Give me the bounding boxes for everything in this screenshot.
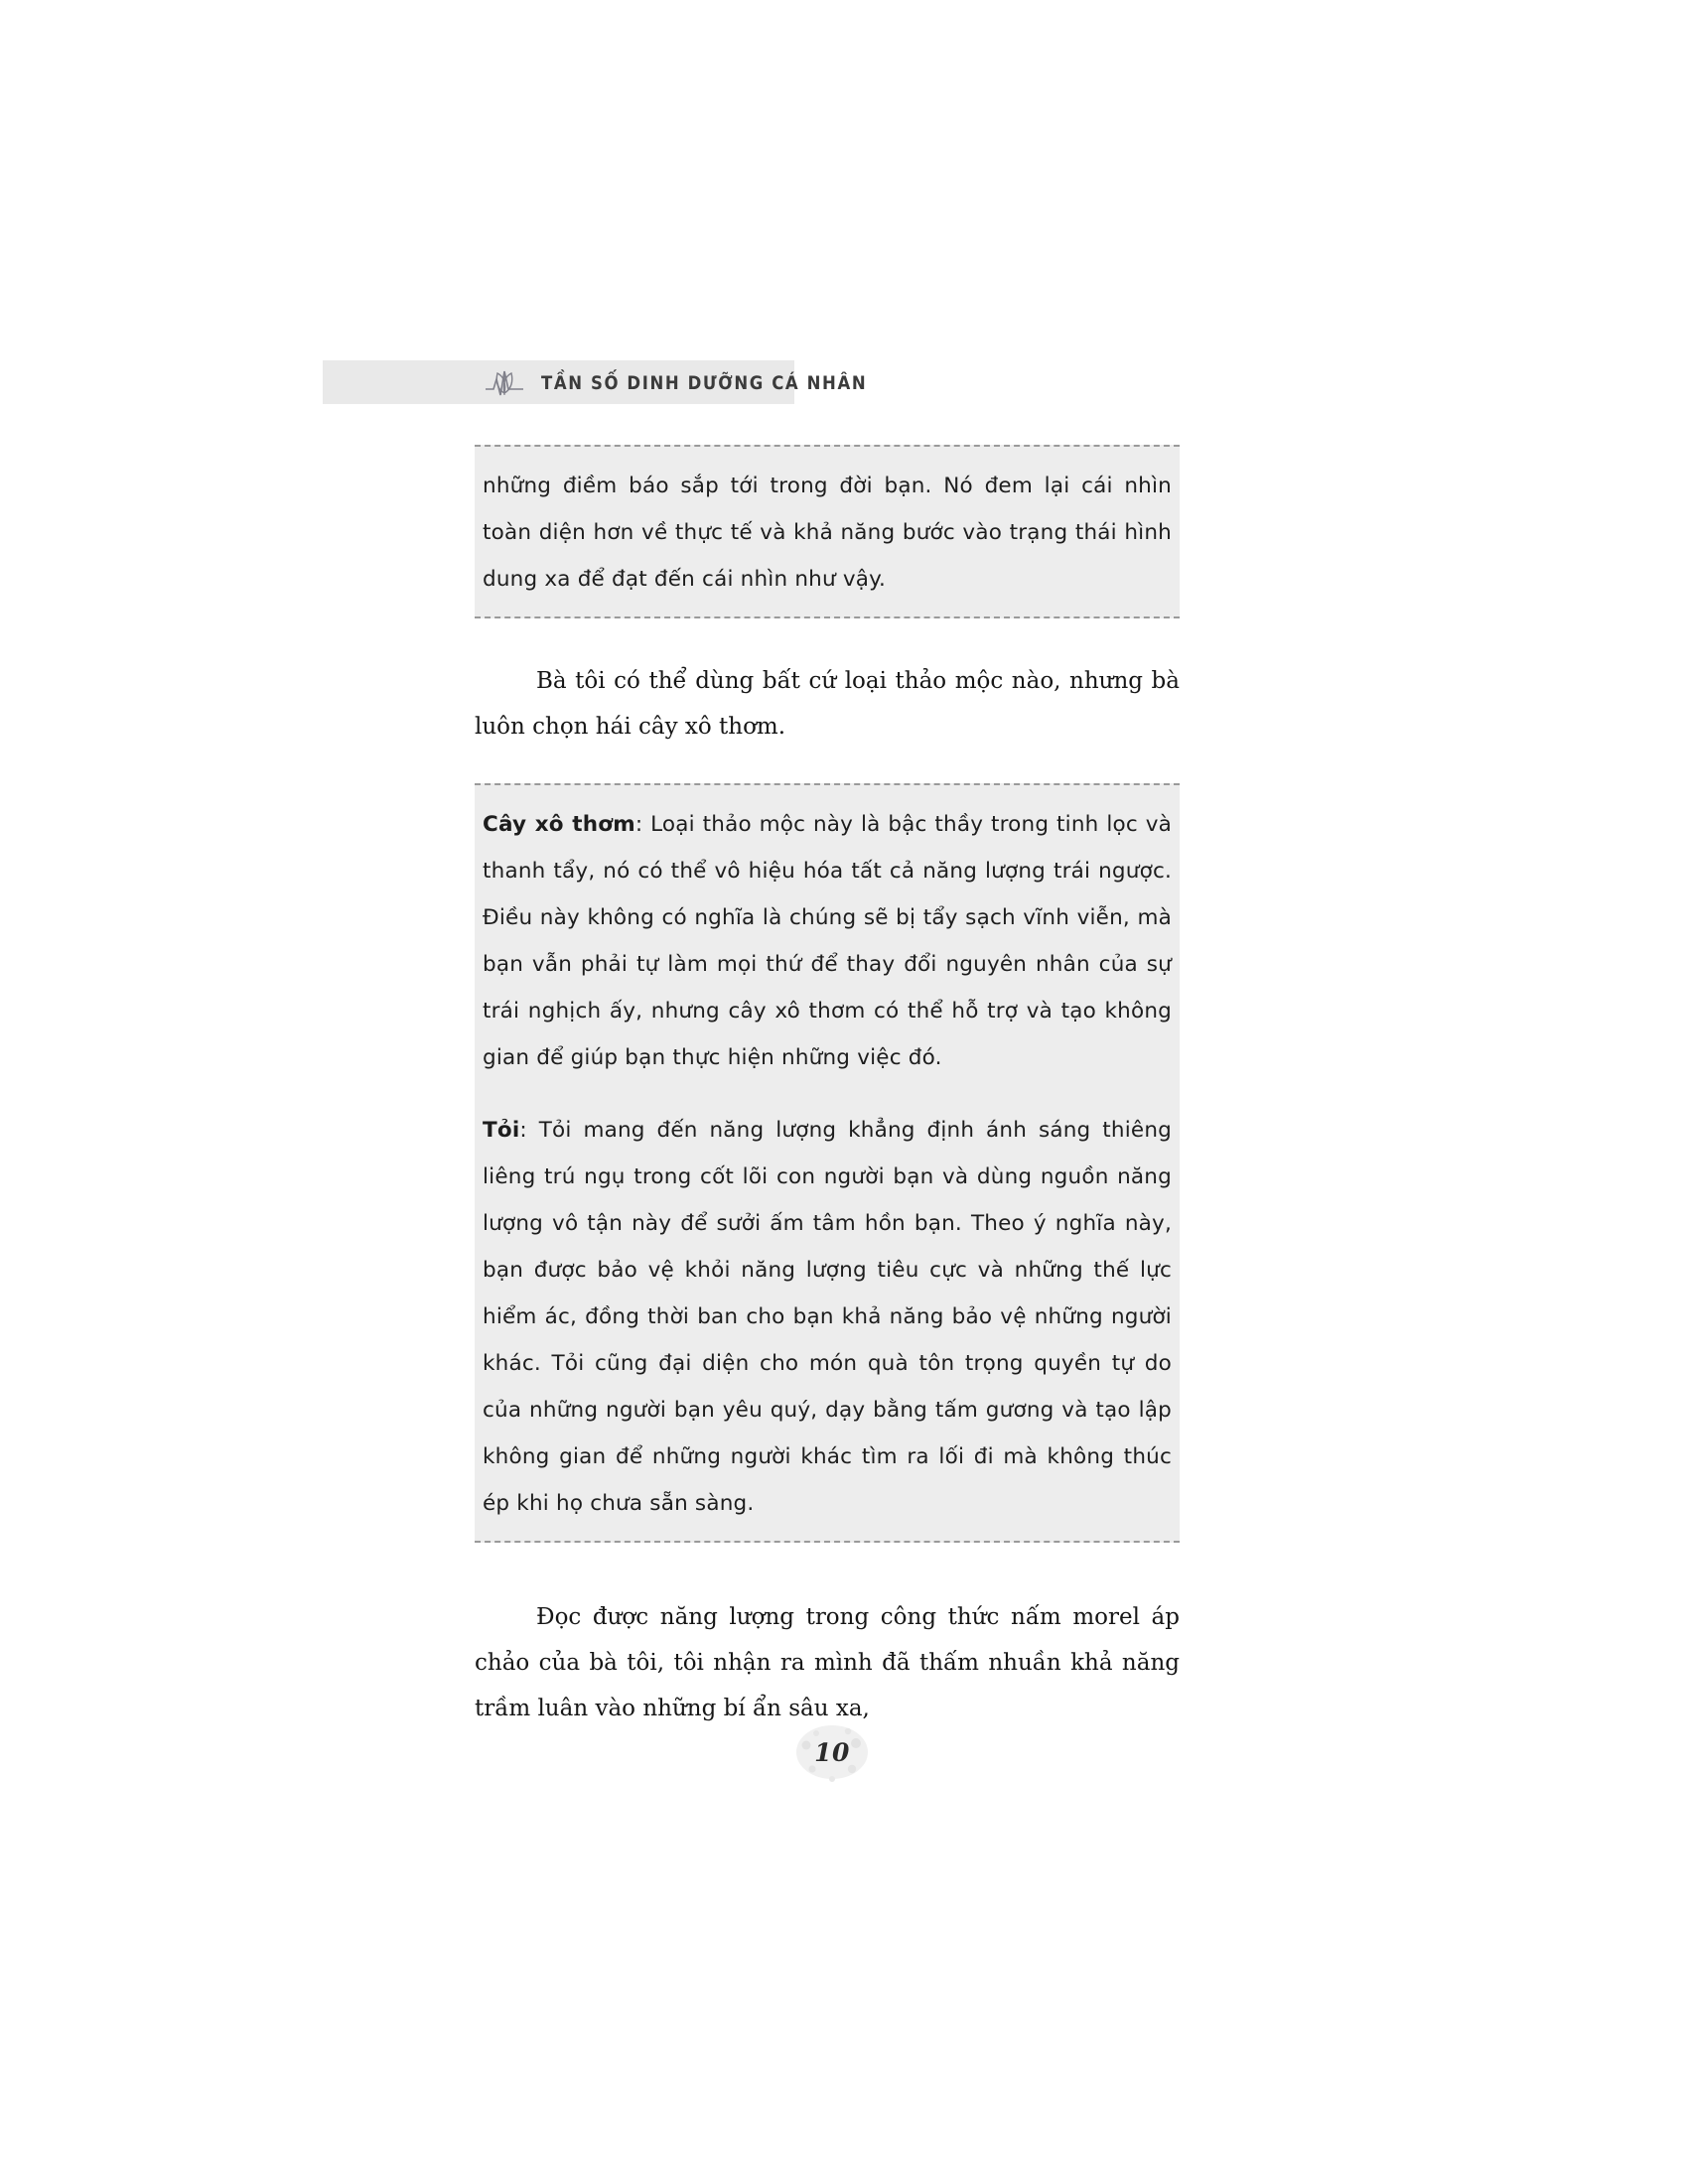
herb-description-sage: : Loại thảo mộc này là bậc thầy trong tinh lọc và thanh tẩy, nó có thể vô hiệu hóa tất cả năng lượng trái ngược. Điều này không có nghĩa là chúng sẽ bị tẩy sạch vĩnh viễn, mà bạn vẫn phải tự làm mọi thứ để thay đổi nguyên nhân của sự trái nghịch ấy, nhưng cây xô thơm có thể hỗ trợ và tạo không gian để giúp bạn thực hiện những việc đó. [483, 812, 1172, 1070]
body-paragraph-1: Bà tôi có thể dùng bất cứ loại thảo mộc nào, nhưng bà luôn chọn hái cây xô thơm. [475, 668, 1180, 740]
callout-block-2 [475, 783, 1180, 1543]
running-header [323, 352, 879, 412]
spacer [475, 750, 1180, 783]
herb-name-garlic: Tỏi [483, 1118, 520, 1143]
callout-1-text: những điềm báo sắp tới trong đời bạn. Nó đem lại cái nhìn toàn diện hơn về thực tế và khả năng bước vào trạng thái hình dung xa để đạt đến cái nhìn như vậy. [483, 474, 1172, 592]
callout-block-1 [475, 445, 1180, 618]
spacer [475, 1549, 1180, 1594]
heartbeat-plant-icon [482, 359, 527, 405]
herb-name-sage: Cây xô thơm [483, 812, 635, 837]
header-title: TẦN SỐ DINH DƯỠNG CÁ NHÂN [541, 371, 868, 393]
callout-2-item-1 [483, 801, 1172, 1081]
herb-description-garlic: : Tỏi mang đến năng lượng khẳng định ánh sáng thiêng liêng trú ngụ trong cốt lõi con người bạn và dùng nguồn năng lượng vô tận này để sưởi ấm tâm hồn bạn. Theo ý nghĩa này, bạn được bảo vệ khỏi năng lượng tiêu cực và những thế lực hiểm ác, đồng thời ban cho bạn khả năng bảo vệ những người khác. Tỏi cũng đại diện cho món quà tôn trọng quyền tự do của những người bạn yêu quý, dạy bằng tấm gương và tạo lập không gian để những người khác tìm ra lối đi mà không thúc ép khi họ chưa sẵn sàng. [483, 1118, 1172, 1516]
text-column [475, 445, 1180, 1731]
spacer [475, 624, 1180, 658]
body-paragraph-2: Đọc được năng lượng trong công thức nấm morel áp chảo của bà tôi, tôi nhận ra mình đã thấm nhuần khả năng trầm luân vào những bí ẩn sâu xa, [475, 1604, 1180, 1721]
page-folio [773, 1707, 892, 1797]
page-number: 10 [814, 1737, 850, 1767]
callout-2-item-2 [483, 1107, 1172, 1527]
